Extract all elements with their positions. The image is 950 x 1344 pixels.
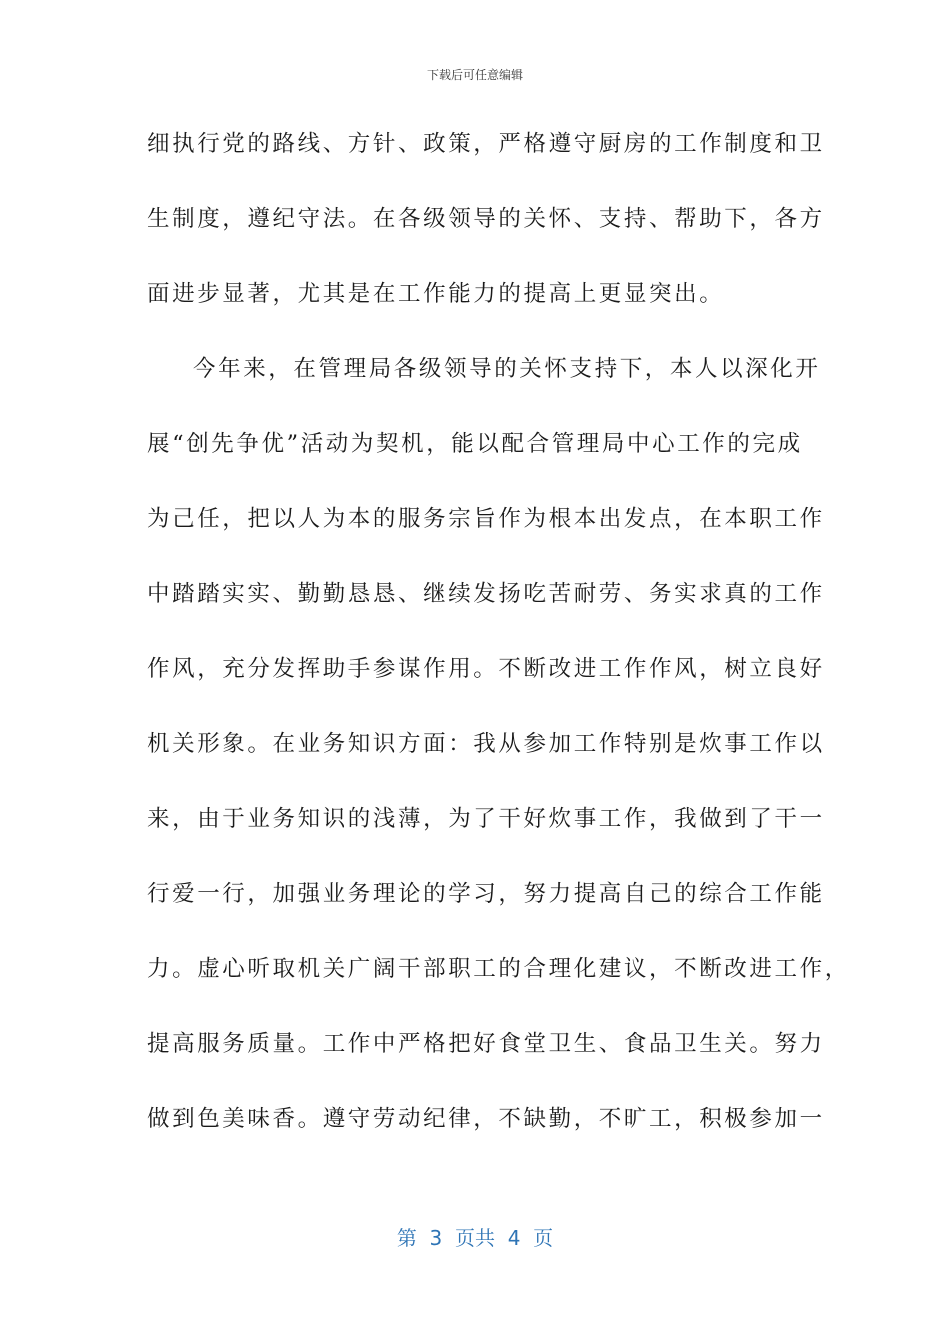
text-line: 展“创先争优”活动为契机，能以配合管理局中心工作的完成	[147, 431, 803, 457]
text-line: 作风，充分发挥助手参谋作用。不断改进工作作风，树立良好	[147, 656, 825, 682]
text-line: 生制度，遵纪守法。在各级领导的关怀、支持、帮助下，各方	[147, 206, 825, 232]
text-line: 提高服务质量。工作中严格把好食堂卫生、食品卫生关。努力	[147, 1031, 825, 1057]
page-number-footer: 第 3 页共 4 页	[396, 1226, 554, 1250]
text-line: 机关形象。在业务知识方面：我从参加工作特别是炊事工作以	[147, 731, 825, 757]
text-line: 行爱一行，加强业务理论的学习，努力提高自己的综合工作能	[147, 881, 825, 907]
document-body	[147, 118, 850, 1168]
text-line: 做到色美味香。遵守劳动纪律，不缺勤，不旷工，积极参加一	[147, 1106, 825, 1132]
page-header: 下载后可任意编辑	[426, 68, 523, 82]
text-line: 力。虚心听取机关广阔干部职工的合理化建议，不断改进工作，	[147, 956, 850, 982]
text-line: 细执行党的路线、方针、政策，严格遵守厨房的工作制度和卫	[147, 131, 825, 157]
text-line: 为己任，把以人为本的服务宗旨作为根本出发点，在本职工作	[147, 506, 825, 532]
text-line: 面进步显著，尤其是在工作能力的提高上更显突出。	[147, 281, 725, 307]
paragraph-first-line: 今年来，在管理局各级领导的关怀支持下，本人以深化开	[193, 356, 821, 382]
text-line: 来，由于业务知识的浅薄，为了干好炊事工作，我做到了干一	[147, 806, 825, 832]
text-line: 中踏踏实实、勤勤恳恳、继续发扬吃苦耐劳、务实求真的工作	[147, 581, 825, 607]
